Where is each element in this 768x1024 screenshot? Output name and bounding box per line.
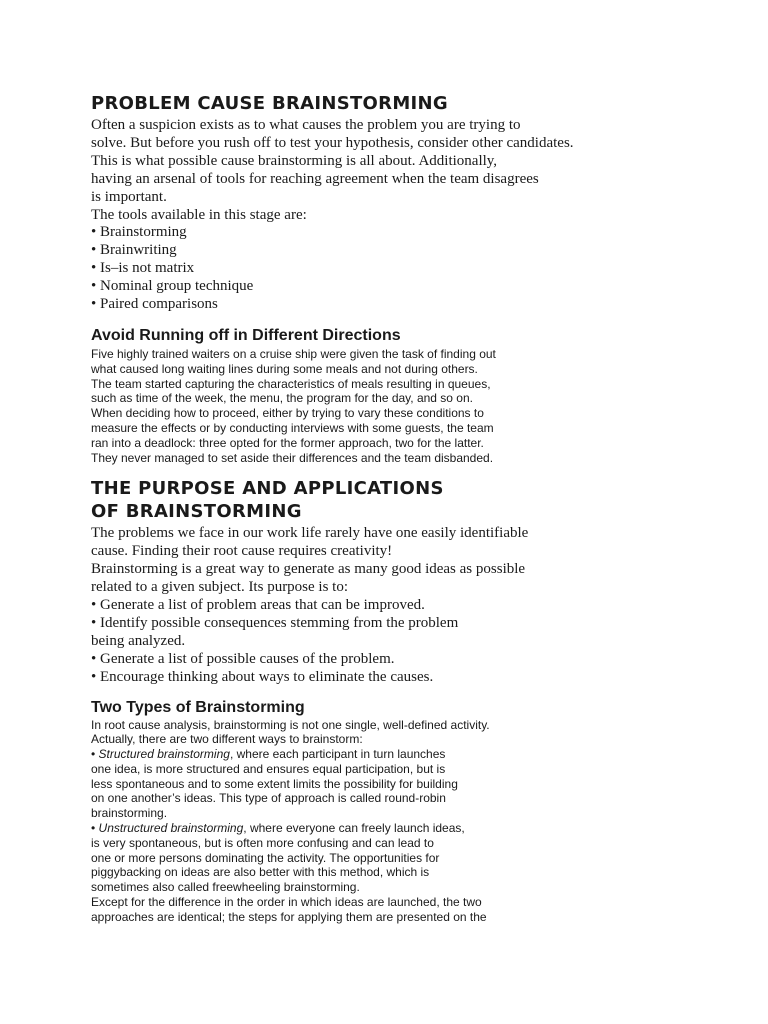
bullet: • — [91, 821, 99, 836]
text-line: Often a suspicion exists as to what causes the problem you are trying to — [91, 117, 521, 133]
text-line: sometimes also called freewheeling brainstorming. — [91, 880, 360, 895]
list-item: • Paired comparisons — [91, 296, 218, 313]
text-line: is very spontaneous, but is often more confusing and can lead to — [91, 835, 434, 850]
text-line: related to a given subject. Its purpose is to: — [91, 579, 349, 596]
text-line: The problems we face in our work life rarely have one easily identifiable — [91, 525, 529, 542]
text-line: on one another’s ideas. This type of approach is called round-robin — [91, 791, 446, 806]
list-item: • Encourage thinking about ways to eliminate the causes. — [91, 668, 434, 685]
unstructured-brainstorming-term: Unstructured brainstorming — [98, 821, 244, 836]
text-line: When deciding how to proceed, either by trying to vary these conditions to — [91, 406, 484, 421]
text-fragment: , where everyone can freely launch ideas, — [243, 821, 465, 836]
text-line: measure the effects or by conducting interviews with some guests, the team — [91, 420, 494, 435]
text-line: Five highly trained waiters on a cruise ship were given the task of finding out — [91, 346, 496, 361]
text-line: one idea, is more structured and ensures equal participation, but is — [91, 761, 446, 776]
text-line: They never managed to set aside their differences and the team disbanded. — [91, 450, 494, 465]
list-item: • Identify possible consequences stemming from the problem — [91, 614, 459, 631]
text-line: The team started capturing the characteristics of meals resulting in queues, — [91, 376, 491, 391]
document-page — [91, 92, 731, 925]
text-line: The tools available in this stage are: — [91, 206, 307, 223]
list-item: • Brainstorming — [91, 224, 187, 241]
text-line: brainstorming. — [91, 806, 168, 821]
text-line: is important. — [91, 188, 167, 205]
text-line: This is what possible cause brainstorming is all about. Additionally, — [91, 152, 498, 169]
two-types-paragraph — [91, 718, 731, 925]
text-line: such as time of the week, the menu, the program for the day, and so on. — [91, 391, 473, 406]
structured-brainstorming-item — [91, 747, 731, 762]
title-line: THE PURPOSE AND APPLICATIONS — [91, 478, 444, 500]
bullet: • — [91, 747, 99, 762]
text-line: In root cause analysis, brainstorming is not one single, well-defined activity. — [91, 717, 490, 732]
problem-cause-intro-paragraph — [91, 117, 731, 224]
section-title-problem-cause-brainstorming: PROBLEM CAUSE BRAINSTORMING — [91, 93, 448, 114]
list-item: • Generate a list of problem areas that can be improved. — [91, 596, 425, 613]
subsection-title-two-types: Two Types of Brainstorming — [91, 698, 305, 716]
structured-brainstorming-term: Structured brainstorming — [98, 747, 230, 762]
text-line: less spontaneous and to some extent limits the possibility for building — [91, 776, 458, 791]
text-line: solve. But before you rush off to test your hypothesis, consider other candidates. — [91, 134, 574, 151]
list-item: • Brainwriting — [91, 242, 177, 259]
title-line: OF BRAINSTORMING — [91, 501, 302, 523]
text-line: being analyzed. — [91, 632, 186, 649]
text-line: piggybacking on ideas are also better with this method, which is — [91, 865, 430, 880]
text-line: cause. Finding their root cause requires creativity! — [91, 543, 393, 560]
text-fragment: , where each participant in turn launches — [229, 747, 446, 762]
tools-bullet-list — [91, 224, 731, 314]
purpose-paragraph — [91, 525, 731, 686]
text-line: approaches are identical; the steps for applying them are presented on the — [91, 909, 487, 924]
list-item: • Nominal group technique — [91, 278, 254, 295]
list-item: • Is–is not matrix — [91, 260, 195, 277]
list-item: • Generate a list of possible causes of the problem. — [91, 650, 395, 667]
unstructured-brainstorming-item — [91, 821, 731, 836]
text-line: one or more persons dominating the activity. The opportunities for — [91, 850, 440, 865]
text-line: what caused long waiting lines during some meals and not during others. — [91, 361, 478, 376]
cruise-ship-example-paragraph — [91, 347, 731, 465]
text-line: Actually, there are two different ways to brainstorm: — [91, 732, 363, 747]
text-line: Except for the difference in the order in which ideas are launched, the two — [91, 895, 482, 910]
text-line: having an arsenal of tools for reaching agreement when the team disagrees — [91, 170, 539, 187]
section-title-purpose-and-applications — [91, 477, 731, 523]
text-line: ran into a deadlock: three opted for the former approach, two for the latter. — [91, 435, 484, 450]
subsection-title-avoid-running-off: Avoid Running off in Different Directions — [91, 326, 401, 344]
text-line: Brainstorming is a great way to generate as many good ideas as possible — [91, 561, 526, 578]
